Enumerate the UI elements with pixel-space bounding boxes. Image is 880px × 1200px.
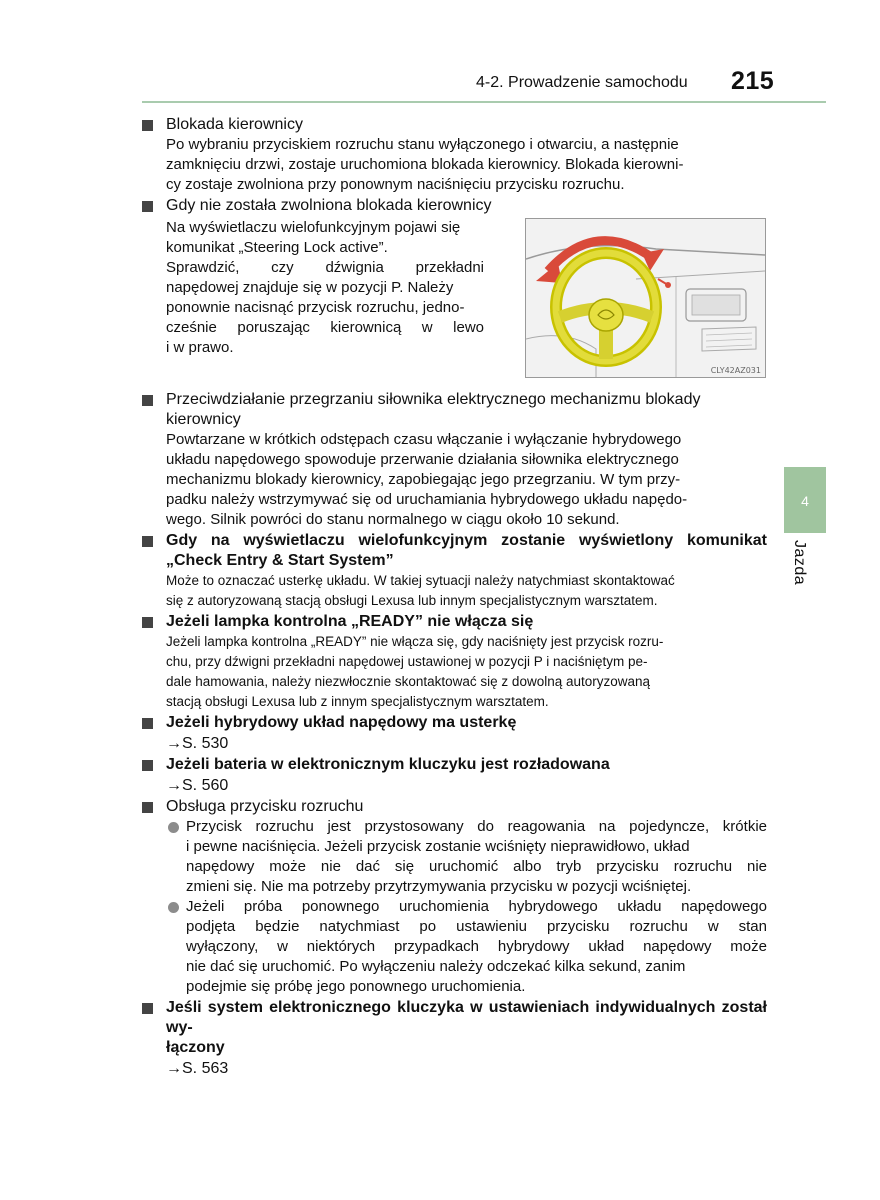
square-bullet-icon [142,718,153,729]
round-bullet-icon [168,822,179,833]
heading-check-entry: Gdy na wyświetlaczu wielofunkcyjnym zostanie wyświetlony komunikat „Check Entry & Start System” [142,531,767,571]
paragraph-przegrzanie: Powtarzane w krótkich odstępach czasu włączanie i wyłączanie hybrydowego układu napędowego spowoduje przerwanie działania siłownika elektrycznego mechanizmu blokady kierownicy, zapobiegając jego przegrzaniu. W tym przy- padku należy wstrzymywać się od uruchamiania hybrydowego układu napędo- wego. Silnik powróci do stanu normalnego w ciągu około 10 sekund. [166,431,688,528]
square-bullet-icon [142,201,153,212]
square-bullet-icon [142,802,153,813]
page-reference-530[interactable]: →S. 530 [166,735,229,752]
heading-kluczyk-wylaczony: Jeśli system elektronicznego kluczyka w ustawieniach indywidualnych został wy- łączony [142,998,767,1058]
steering-wheel-icon [526,219,765,377]
paragraph-blokada: Po wybraniu przyciskiem rozruchu stanu wyłączonego i otwarciu, a następnie zamknięciu drzwi, zostaje uruchomiona blokada kierownicy. Blokada kierowni- cy zostaje zwolniona przy ponownym naciśnięciu przycisku rozruchu. [166,136,684,193]
bullet-item-1: Przycisk rozruchu jest przystosowany do reagowania na pojedyncze, krótkie i pewne naciśnięcia. Jeżeli przycisk zostanie wciśnięty nieprawidłowo, układ napędowy może nie dać się uruchomić albo tryb przycisku rozruchu nie zmieni się. Nie ma potrzeby przytrzymywania przycisku w pozycji wciśniętej. [142,817,767,897]
page-number: 215 [731,67,775,95]
paragraph-check-entry: Może to oznaczać usterkę układu. W takiej sytuacji należy natychmiast skontaktować się z autoryzowaną stacją obsługi Lexusa lub innym specjalistycznym warsztatem. [166,573,675,608]
square-bullet-icon [142,1003,153,1014]
section-title: 4-2. Prowadzenie samochodu [476,74,688,91]
chapter-number: 4 [801,493,809,509]
square-bullet-icon [142,617,153,628]
paragraph-ready: Jeżeli lampka kontrolna „READY” nie włącza się, gdy naciśnięty jest przycisk rozru- chu, przy dźwigni przekładni napędowej ustawionej w pozycji P i naciśniętym pe- dale hamowania, należy niezwłocznie skontaktować się z dowolną autoryzowaną stacją obsługi Lexusa lub z innym specjalistycznym warsztatem. [166,634,664,709]
paragraph-nie-zwolniona: Na wyświetlaczu wielofunkcyjnym pojawi się komunikat „Steering Lock active”. Sprawdzić, czy dźwignia przekładni napędowej znajduje się w pozycji P. Należy ponownie nacisnąć przycisk rozruchu, jedno- cześnie poruszając kierownicą w lewo i w prawo. [166,219,484,356]
round-bullet-icon [168,902,179,913]
heading-nie-zwolniona: Gdy nie została zwolniona blokada kierownicy [142,196,767,216]
header-rule [142,101,826,103]
page-reference-560[interactable]: →S. 560 [166,777,229,794]
heading-usterka: Jeżeli hybrydowy układ napędowy ma usterkę [142,713,767,733]
heading-przegrzanie: Przeciwdziałanie przegrzaniu siłownika elektrycznego mechanizmu blokady kierownicy [142,390,767,430]
two-column-block [142,216,767,389]
bullet-item-2: Jeżeli próba ponownego uruchomienia hybrydowego układu napędowego podjęta będzie natychmiast po ustawieniu przycisku rozruchu w stan wyłączony, w niektórych przypadkach hybrydowy układ napędowy może nie dać się uruchomić. Po wyłączeniu należy odczekać kilka sekund, zanim podejmie się próbę jego ponownego uruchomienia. [142,897,767,997]
figure-code: CLY42AZ031 [710,366,761,375]
page-content [142,114,767,1079]
page-reference-563[interactable]: →S. 563 [166,1060,229,1077]
heading-obsluga: Obsługa przycisku rozruchu [142,797,767,817]
heading-ready: Jeżeli lampka kontrolna „READY” nie włącza się [142,612,767,632]
chapter-label [782,540,812,600]
page-header [0,0,880,110]
square-bullet-icon [142,760,153,771]
steering-wheel-illustration [525,218,766,378]
chapter-label-text: Jazda [791,540,808,586]
heading-bateria: Jeżeli bateria w elektronicznym kluczyku jest rozładowana [142,755,767,775]
heading-blokada: Blokada kierownicy [142,115,767,135]
square-bullet-icon [142,120,153,131]
square-bullet-icon [142,536,153,547]
square-bullet-icon [142,395,153,406]
chapter-tab[interactable] [784,467,826,533]
